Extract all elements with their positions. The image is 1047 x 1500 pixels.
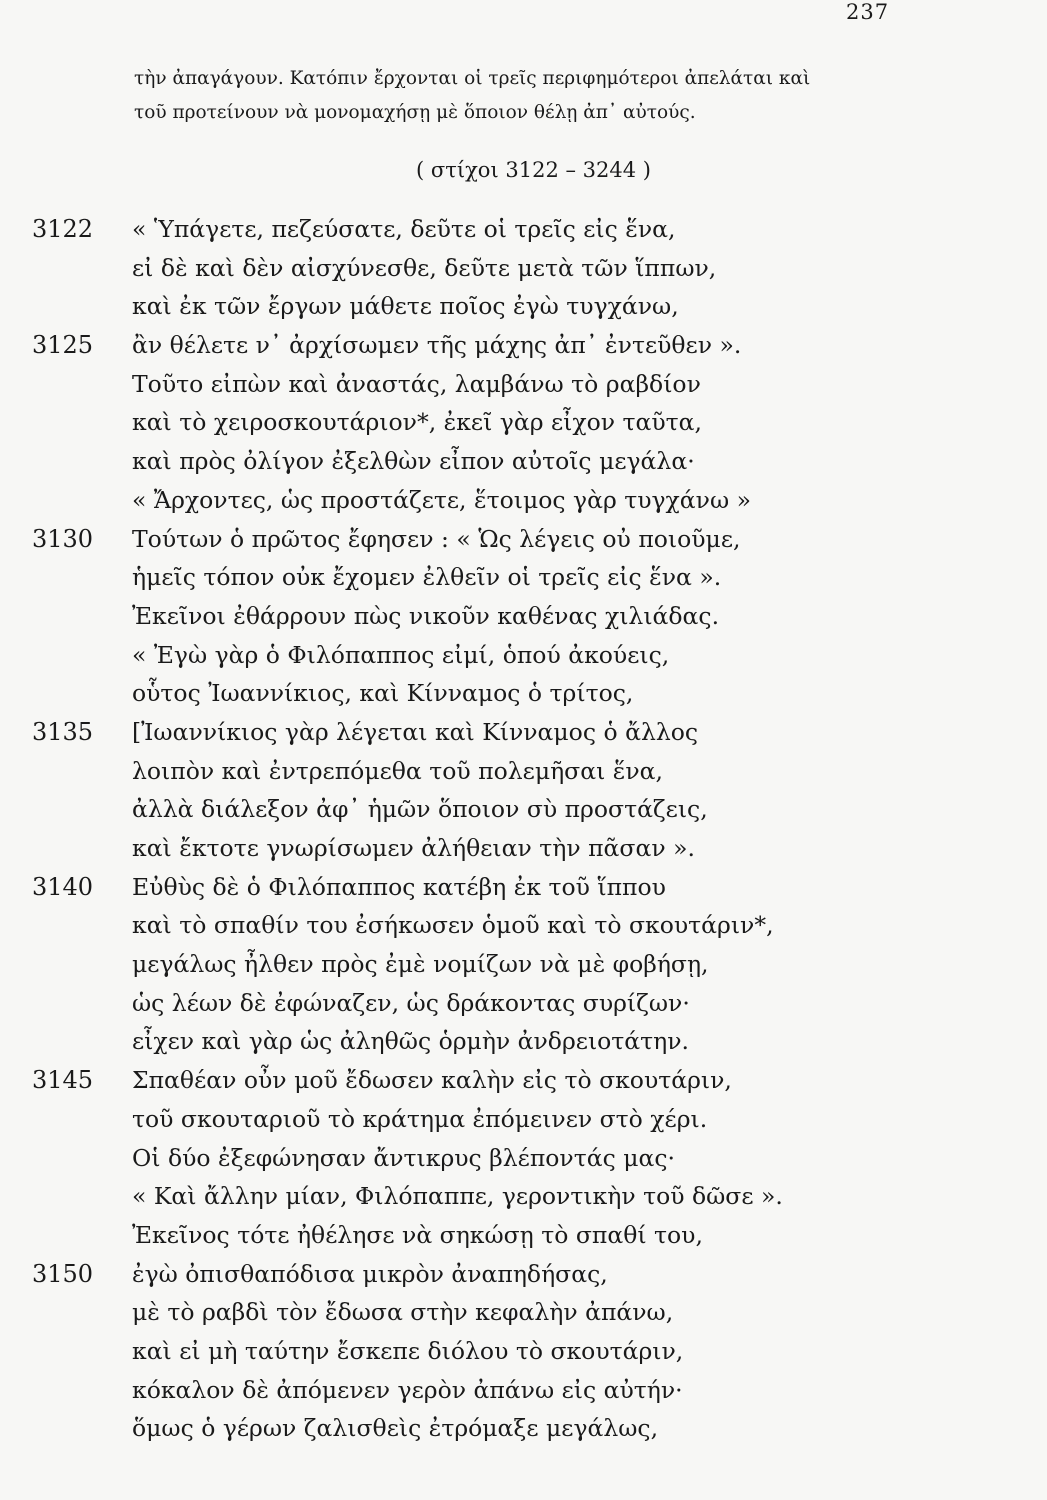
- verse-line: [0, 1255, 1047, 1294]
- verse-text: εἰ δὲ καὶ δὲν αἰσχύνεσθε, δεῦτε μετὰ τῶν ἵππων,: [132, 253, 717, 282]
- verse-text: οὗτος Ἰωαννίκιος, καὶ Κίνναμος ὁ τρίτος,: [132, 679, 634, 708]
- verse-line: [0, 520, 1047, 559]
- verse-text: λοιπὸν καὶ ἐντρεπόμεθα τοῦ πολεμῆσαι ἕνα,: [132, 756, 664, 785]
- verse-text: Τοῦτο εἰπὼν καὶ ἀναστάς, λαμβάνω τὸ ραβδίον: [132, 369, 701, 398]
- verse-text: Τούτων ὁ πρῶτος ἔφησεν : « Ὡς λέγεις οὐ ποιοῦμε,: [132, 524, 741, 553]
- verse-line: [0, 597, 1047, 636]
- verse-text: « Καὶ ἄλλην μίαν, Φιλόπαππε, γεροντικὴν τοῦ δῶσε ».: [132, 1182, 783, 1211]
- verse-text: καὶ πρὸς ὀλίγον ἐξελθὼν εἶπον αὐτοῖς μεγάλα·: [132, 447, 695, 476]
- verse-line: [0, 287, 1047, 326]
- verse-line: [0, 752, 1047, 791]
- verse-line: [0, 1177, 1047, 1216]
- verse-range-heading: ( στίχοι 3122 – 3244 ): [416, 158, 651, 182]
- verse-text: ὡς λέων δὲ ἐφώναζεν, ὡς δράκοντας συρίζων·: [132, 988, 690, 1017]
- verse-text: Ἐκεῖνοι ἐθάρρουν πὼς νικοῦν καθένας χιλιάδας.: [132, 601, 720, 630]
- verse-text: Σπαθέαν οὖν μοῦ ἔδωσεν καλὴν εἰς τὸ σκουτάριν,: [132, 1066, 732, 1095]
- intro-line: τὴν ἀπαγάγουν. Κατόπιν ἔρχονται οἱ τρεῖς περιφημότεροι ἀπελάται καὶ: [134, 68, 811, 89]
- verse-text: μὲ τὸ ραβδὶ τὸν ἔδωσα στὴν κεφαλὴν ἀπάνω,: [132, 1298, 674, 1327]
- verse-line: [0, 868, 1047, 907]
- verse-line: [0, 906, 1047, 945]
- verse-line: [0, 984, 1047, 1023]
- verse-number: 3135: [32, 717, 94, 746]
- verse-number: 3140: [32, 872, 94, 901]
- verse-text: Ἐκεῖνος τότε ἠθέλησε νὰ σηκώσῃ τὸ σπαθί του,: [132, 1220, 703, 1249]
- verse-line: [0, 442, 1047, 481]
- verse-line: [0, 365, 1047, 404]
- verse-text: « Ὑπάγετε, πεζεύσατε, δεῦτε οἱ τρεῖς εἰς ἕνα,: [132, 215, 676, 243]
- verse-text: ὅμως ὁ γέρων ζαλισθεὶς ἐτρόμαξε μεγάλως,: [132, 1414, 659, 1443]
- verse-text: εἶχεν καὶ γὰρ ὡς ἀληθῶς ὁρμὴν ἀνδρειοτάτην.: [132, 1027, 690, 1056]
- verse-line: [0, 1409, 1047, 1448]
- verse-list: [0, 210, 1047, 1448]
- verse-line: [0, 481, 1047, 520]
- verse-line: [0, 1100, 1047, 1139]
- verse-text: κόκαλον δὲ ἀπόμενεν γερὸν ἀπάνω εἰς αὐτήν·: [132, 1375, 683, 1404]
- intro-summary: [134, 62, 924, 130]
- intro-line: τοῦ προτείνουν νὰ μονομαχήσῃ μὲ ὅποιον θέλῃ ἀπ᾽ αὐτούς.: [134, 102, 696, 123]
- verse-line: [0, 1216, 1047, 1255]
- verse-text: καὶ ἐκ τῶν ἔργων μάθετε ποῖος ἐγὼ τυγχάνω,: [132, 292, 679, 321]
- verse-text: ἀλλὰ διάλεξον ἀφ᾽ ἡμῶν ὅποιον σὺ προστάζεις,: [132, 795, 708, 824]
- verse-text: Οἱ δύο ἐξεφώνησαν ἄντικρυς βλέποντάς μας·: [132, 1143, 675, 1172]
- verse-text: καὶ εἰ μὴ ταύτην ἔσκεπε διόλου τὸ σκουτάριν,: [132, 1336, 684, 1365]
- page-number: 237: [846, 0, 890, 24]
- verse-line: [0, 945, 1047, 984]
- verse-line: [0, 1371, 1047, 1410]
- verse-text: ἡμεῖς τόπον οὐκ ἔχομεν ἐλθεῖν οἱ τρεῖς εἰς ἕνα ».: [132, 563, 722, 592]
- verse-line: [0, 1293, 1047, 1332]
- verse-line: [0, 249, 1047, 288]
- verse-line: [0, 790, 1047, 829]
- verse-text: καὶ τὸ σπαθίν του ἐσήκωσεν ὁμοῦ καὶ τὸ σκουτάριν*,: [132, 911, 774, 940]
- verse-line: [0, 1332, 1047, 1371]
- verse-text: [Ἰωαννίκιος γὰρ λέγεται καὶ Κίνναμος ὁ ἄλλος: [132, 717, 699, 746]
- verse-line: [0, 326, 1047, 365]
- verse-line: [0, 829, 1047, 868]
- verse-number: 3150: [32, 1259, 94, 1288]
- verse-line: [0, 674, 1047, 713]
- verse-text: ἂν θέλετε ν᾽ ἀρχίσωμεν τῆς μάχης ἀπ᾽ ἐντεῦθεν ».: [132, 331, 742, 360]
- verse-text: Εὐθὺς δὲ ὁ Φιλόπαππος κατέβη ἐκ τοῦ ἵππου: [132, 872, 666, 901]
- verse-number: 3145: [32, 1066, 94, 1095]
- verse-line: [0, 1139, 1047, 1178]
- verse-line: [0, 1022, 1047, 1061]
- verse-number: 3130: [32, 524, 94, 553]
- verse-text: τοῦ σκουταριοῦ τὸ κράτημα ἐπόμεινεν στὸ χέρι.: [132, 1104, 708, 1133]
- verse-line: [0, 713, 1047, 752]
- verse-text: καὶ ἔκτοτε γνωρίσωμεν ἀλήθειαν τὴν πᾶσαν ».: [132, 834, 695, 862]
- verse-line: [0, 636, 1047, 675]
- verse-number: 3125: [32, 331, 94, 360]
- verse-text: « Ἐγὼ γὰρ ὁ Φιλόπαππος εἰμί, ὁπού ἀκούεις,: [132, 640, 670, 669]
- verse-line: [0, 403, 1047, 442]
- verse-line: [0, 1061, 1047, 1100]
- verse-line: [0, 210, 1047, 249]
- verse-text: καὶ τὸ χειροσκουτάριον*, ἐκεῖ γὰρ εἶχον ταῦτα,: [132, 408, 703, 437]
- verse-line: [0, 558, 1047, 597]
- verse-text: μεγάλως ἦλθεν πρὸς ἐμὲ νομίζων νὰ μὲ φοβήσῃ,: [132, 950, 709, 979]
- verse-text: « Ἄρχοντες, ὡς προστάζετε, ἕτοιμος γὰρ τυγχάνω »: [132, 485, 751, 514]
- verse-number: 3122: [32, 215, 94, 243]
- verse-text: ἐγὼ ὀπισθαπόδισα μικρὸν ἀναπηδήσας,: [132, 1259, 608, 1288]
